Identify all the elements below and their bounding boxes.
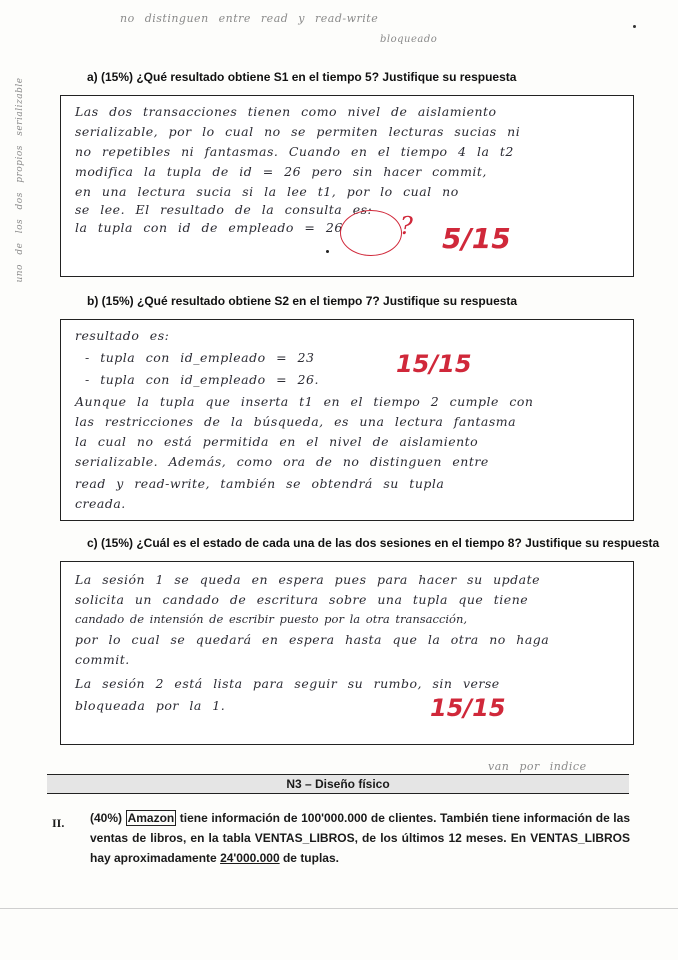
ink-dot xyxy=(633,25,636,28)
question-b-title: b) (15%) ¿Qué resultado obtiene S2 en el tiempo 7? Justifique su respuesta xyxy=(87,294,518,308)
answer-line: resultado es: xyxy=(75,328,170,343)
answer-line: se lee. El resultado de la consulta es: xyxy=(75,202,373,217)
paragraph-text-1: tiene información de 100'000.000 de clientes. También tiene información de las ventas de libros, en la tabla VENTAS_LIBROS, de los últimos 12 meses. En VENTAS_LIBROS hay aproximadamente xyxy=(90,811,630,865)
answer-line: no repetibles ni fantasmas. Cuando en el tiempo 4 la t2 xyxy=(75,144,514,159)
paragraph-text-2: de tuplas. xyxy=(279,851,339,865)
top-handwritten-note: no distinguen entre read y read-write xyxy=(120,12,379,25)
answer-line: serializable. Además, como ora de no distinguen entre xyxy=(75,454,489,469)
page-bottom-divider xyxy=(0,908,678,909)
answer-line: las restricciones de la búsqueda, es una lectura fantasma xyxy=(75,414,517,429)
answer-box-b xyxy=(60,319,634,521)
answer-line: solicita un candado de escritura sobre una tupla que tiene xyxy=(75,592,529,607)
top-handwritten-note-2: bloqueado xyxy=(380,34,438,45)
question-a-title: a) (15%) ¿Qué resultado obtiene S1 en el tiempo 5? Justifique su respuesta xyxy=(87,70,517,84)
grader-question-mark: ? xyxy=(400,212,413,240)
answer-line: la cual no está permitida en el nivel de aislamiento xyxy=(75,434,479,449)
answer-line: La sesión 1 se queda en espera pues para hacer su update xyxy=(75,572,541,587)
margin-note xyxy=(0,77,40,283)
grader-circle xyxy=(340,210,402,256)
question-paragraph xyxy=(90,808,630,868)
answer-line: bloqueada por la 1. xyxy=(75,698,226,713)
answer-line: - tupla con id_empleado = 23 xyxy=(85,350,315,365)
answer-line: read y read-write, también se obtendrá su tupla xyxy=(75,476,445,491)
ink-dot xyxy=(326,250,329,253)
answer-line: la tupla con id de empleado = 26 xyxy=(75,220,343,235)
answer-line: Las dos transacciones tienen como nivel de aislamiento xyxy=(75,104,497,119)
section-header: N3 – Diseño físico xyxy=(47,774,629,794)
tuple-count: 24'000.000 xyxy=(220,851,280,865)
question-number: II. xyxy=(52,816,65,830)
bottom-handwritten-note: van por indice xyxy=(488,760,587,773)
answer-line: creada. xyxy=(75,496,126,511)
answer-line: Aunque la tupla que inserta t1 en el tiempo 2 cumple con xyxy=(75,394,534,409)
answer-line: modifica la tupla de id = 26 pero sin hacer commit, xyxy=(75,164,487,179)
answer-line: serializable, por lo cual no se permiten lecturas sucias ni xyxy=(75,124,521,139)
company-name: Amazon xyxy=(127,811,175,825)
margin-note-text: uno de los dos propios serializable xyxy=(15,77,25,283)
answer-box-a xyxy=(60,95,634,277)
grade-a: 5/15 xyxy=(442,222,511,255)
answer-line: en una lectura sucia si la lee t1, por lo cual no xyxy=(75,184,459,199)
grade-b: 15/15 xyxy=(396,350,472,378)
answer-line: La sesión 2 está lista para seguir su rumbo, sin verse xyxy=(75,676,500,691)
answer-line: por lo cual se quedará en espera hasta que la otra no haga xyxy=(75,632,550,647)
answer-line: candado de intensión de escribir puesto por la otra transacción, xyxy=(75,612,468,626)
answer-line: commit. xyxy=(75,652,130,667)
grade-c: 15/15 xyxy=(430,694,506,722)
answer-line: - tupla con id_empleado = 26. xyxy=(85,372,319,387)
question-percentage: (40%) xyxy=(90,811,123,825)
question-c-title: c) (15%) ¿Cuál es el estado de cada una de las dos sesiones en el tiempo 8? Justifique su respuesta xyxy=(87,536,660,550)
answer-box-c xyxy=(60,561,634,745)
